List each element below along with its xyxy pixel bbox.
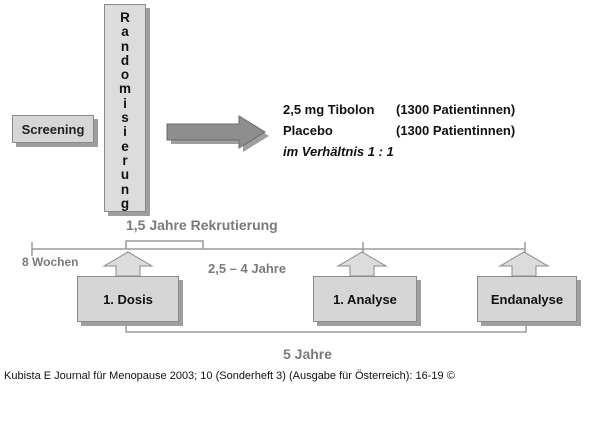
arm-2-treatment: Placebo	[283, 123, 333, 138]
arm-1-count: (1300 Patientinnen)	[396, 102, 516, 117]
final-analysis-label: Endanalyse	[490, 291, 564, 307]
randomisierung-letter: i	[123, 95, 127, 111]
randomisierung-letter: s	[121, 110, 129, 126]
weeks-label: 8 Wochen	[22, 255, 79, 269]
recruitment-label: 1,5 Jahre Rekrutierung	[126, 217, 278, 233]
screening-label: Screening	[21, 121, 85, 137]
randomisierung-letter: n	[120, 181, 130, 197]
randomisierung-letter: n	[120, 38, 130, 54]
randomisierung-letter: i	[123, 124, 127, 140]
randomisierung-letter: m	[118, 81, 131, 97]
total-duration-label: 5 Jahre	[283, 346, 333, 362]
arm-1-treatment: 2,5 mg Tibolon	[283, 102, 375, 117]
randomisierung-letter: o	[120, 67, 130, 83]
randomisierung-letter: r	[122, 152, 128, 168]
randomisierung-letter: a	[121, 24, 129, 40]
citation-caption: Kubista E Journal für Menopause 2003; 10 (Sonderheft 3) (Ausgabe für Österreich): 16-19 ©	[4, 370, 455, 382]
randomisierung-letter: e	[121, 138, 129, 154]
randomisierung-letter: d	[120, 52, 130, 68]
arm-2-count: (1300 Patientinnen)	[396, 123, 516, 138]
first-dose-box	[77, 276, 179, 322]
interval-label: 2,5 – 4 Jahre	[208, 261, 287, 276]
first-dose-label: 1. Dosis	[103, 291, 153, 307]
randomisierung-letter: g	[120, 195, 130, 211]
randomisierung-letter: u	[120, 167, 130, 183]
first-analysis-label: 1. Analyse	[333, 291, 397, 307]
first-analysis-box	[313, 276, 417, 322]
randomisierung-letter: R	[120, 10, 130, 25]
final-analysis-box	[477, 276, 577, 322]
ratio-text: im Verhältnis 1 : 1	[283, 144, 394, 159]
